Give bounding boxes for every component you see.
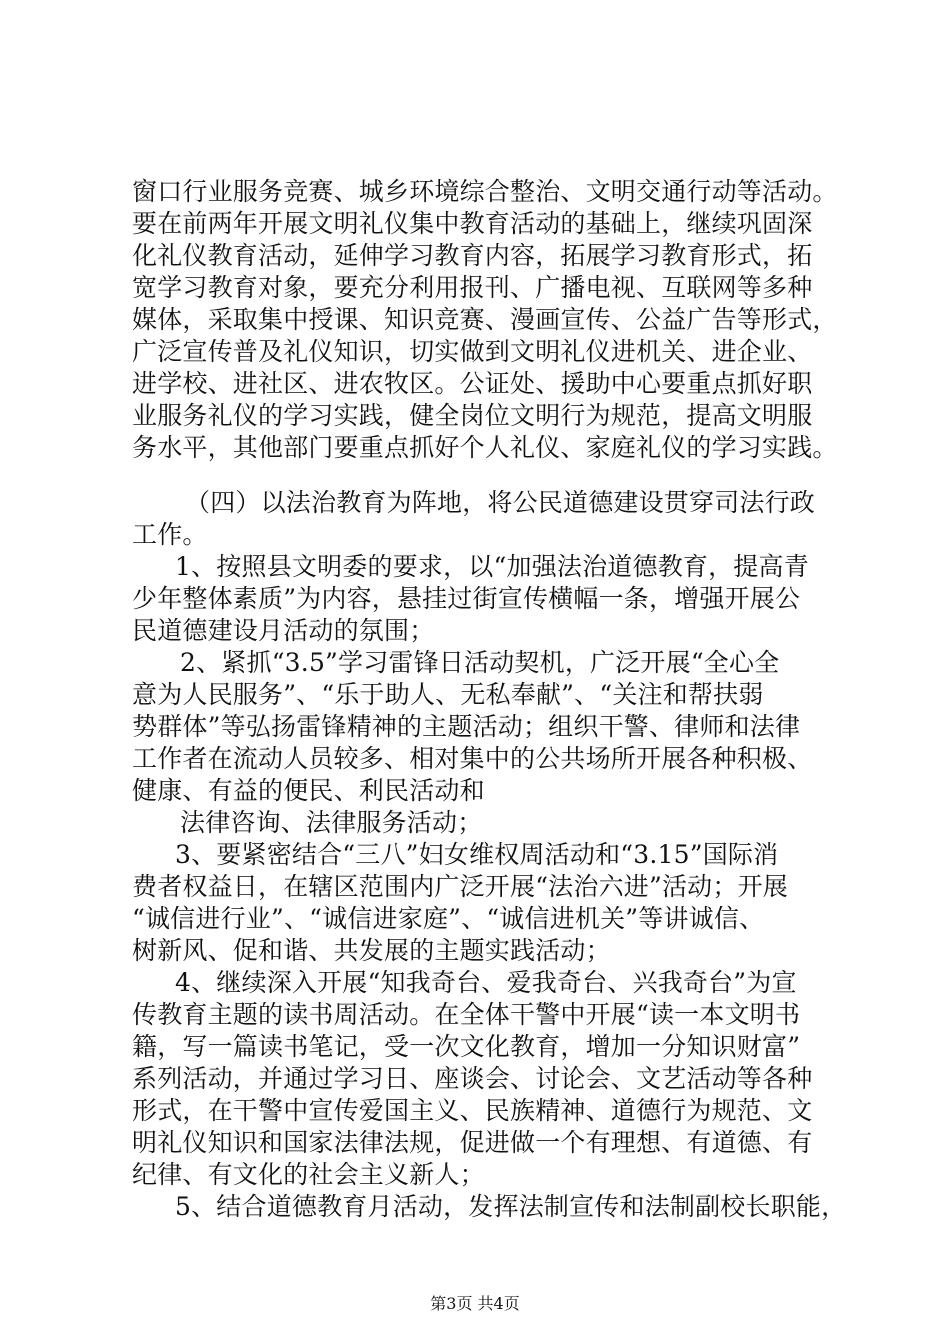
text-line: 民道德建设月活动的氛围； (132, 616, 435, 645)
text-line: 宽学习教育对象，要充分利用报刊、广播电视、互联网等多种 (132, 273, 813, 302)
text-line: “诚信进行业”、“诚信进家庭”、“诚信进机关”等讲诚信、 (132, 904, 765, 933)
text-line: 工作者在流动人员较多、相对集中的公共场所开展各种积极、 (132, 744, 813, 773)
text-line: 化礼仪教育活动，延伸学习教育内容，拓展学习教育形式，拓 (132, 241, 813, 270)
section-heading: （四）以法治教育为阵地，将公民道德建设贯穿司法行政 (185, 488, 816, 517)
page-number-footer: 第3页 共4页 (430, 1294, 520, 1313)
text-line: 籍，写一篇读书笔记，受一次文化教育，增加一分知识财富” (132, 1032, 801, 1061)
text-line: 窗口行业服务竞赛、城乡环境综合整治、文明交通行动等活动。 (132, 177, 838, 206)
text-line: 工作。 (132, 520, 208, 549)
text-line: 要在前两年开展文明礼仪集中教育活动的基础上，继续巩固深 (132, 209, 813, 238)
text-line: 法律咨询、法律服务活动； (180, 808, 483, 837)
text-line: 少年整体素质”为内容，悬挂过街宣传横幅一条，增强开展公 (132, 584, 801, 613)
text-line: 明礼仪知识和国家法律法规，促进做一个有理想、有道德、有 (132, 1128, 813, 1157)
text-line: 5、结合道德教育月活动，发挥法制宣传和法制副校长职能， (175, 1192, 847, 1221)
text-line: 3、要紧密结合“三八”妇女维权周活动和“3.15”国际消 (175, 840, 779, 869)
text-line: 费者权益日，在辖区范围内广泛开展“法治六进”活动；开展 (132, 872, 788, 901)
text-line: 树新风、促和谐、共发展的主题实践活动； (132, 936, 611, 965)
text-line: 广泛宣传普及礼仪知识，切实做到文明礼仪进机关、进企业、 (132, 337, 813, 366)
text-line: 势群体”等弘扬雷锋精神的主题活动；组织干警、律师和法律 (132, 712, 801, 741)
text-line: 意为人民服务”、“乐于助人、无私奉献”、“关注和帮扶弱 (132, 680, 764, 709)
text-line: 务水平，其他部门要重点抓好个人礼仪、家庭礼仪的学习实践。 (132, 433, 838, 462)
text-line: 系列活动，并通过学习日、座谈会、讨论会、文艺活动等各种 (132, 1064, 813, 1093)
text-line: 媒体，采取集中授课、知识竞赛、漫画宣传、公益广告等形式， (132, 305, 838, 334)
text-line: 业服务礼仪的学习实践，健全岗位文明行为规范，提高文明服 (132, 401, 813, 430)
text-line: 4、继续深入开展“知我奇台、爱我奇台、兴我奇台”为宣 (175, 968, 797, 997)
text-line: 纪律、有文化的社会主义新人； (132, 1160, 485, 1189)
text-line: 形式，在干警中宣传爱国主义、民族精神、道德行为规范、文 (132, 1096, 813, 1125)
text-line: 1、按照县文明委的要求，以“加强法治道德教育，提高青 (175, 552, 809, 581)
text-line: 进学校、进社区、进农牧区。公证处、援助中心要重点抓好职 (132, 369, 813, 398)
text-line: 2、紧抓“3.5”学习雷锋日活动契机，广泛开展“全心全 (180, 648, 780, 677)
text-line: 传教育主题的读书周活动。在全体干警中开展“读一本文明书 (132, 1000, 801, 1029)
text-line: 健康、有益的便民、利民活动和 (132, 776, 485, 805)
